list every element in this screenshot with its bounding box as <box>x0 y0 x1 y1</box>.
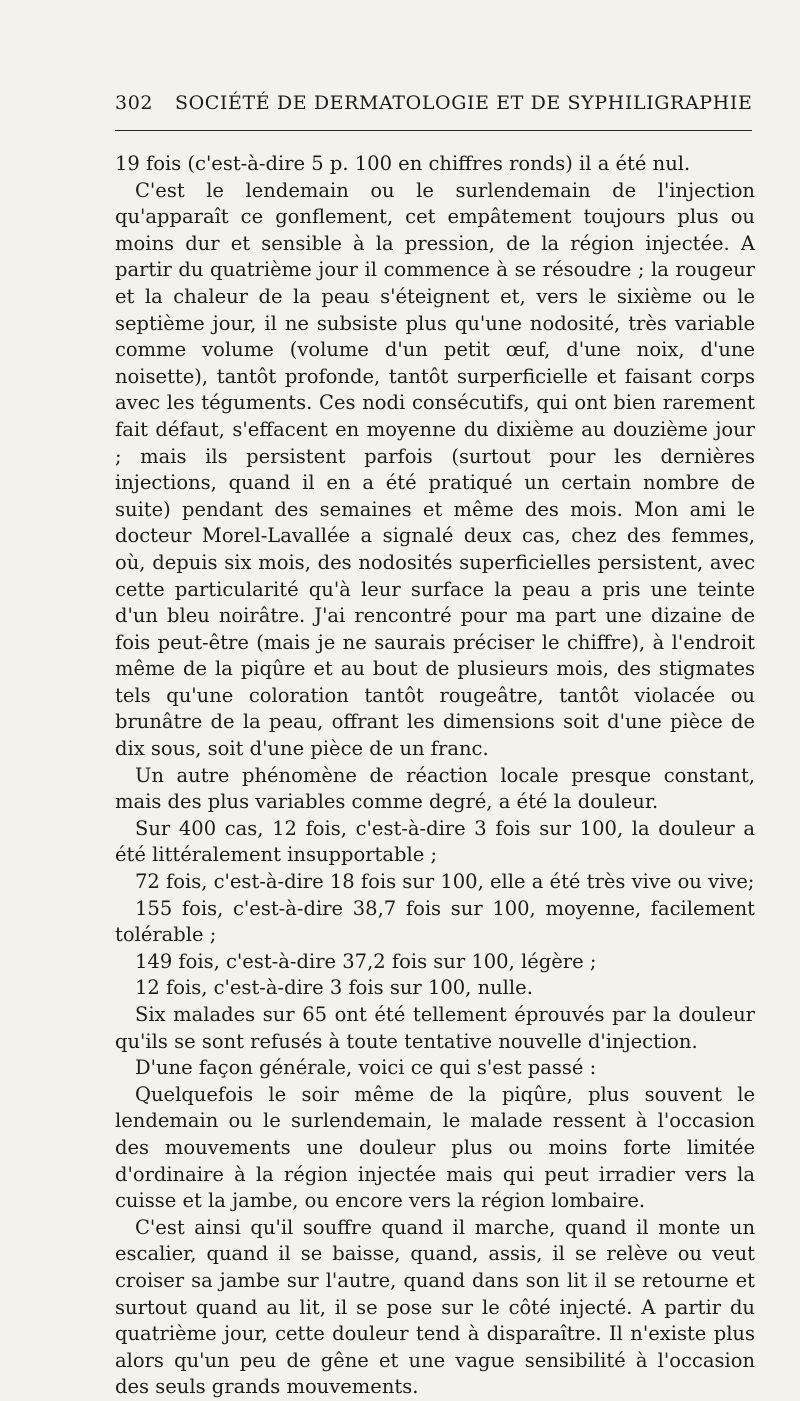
paragraph: Quelquefois le soir même de la piqûre, plus souvent le lendemain ou le surlendemain, le malade ressent à l'occasion des mouvements une douleur plus ou moins forte limitée d'ordinaire à la région injectée mais qui peut irradier vers la cuisse et la jambe, ou encore vers la région lombaire. <box>115 1082 755 1213</box>
paragraph: Six malades sur 65 ont été tellement éprouvés par la douleur qu'ils se sont refusés à toute tentative nouvelle d'injection. <box>115 1003 755 1053</box>
running-header <box>115 92 755 114</box>
paragraph: 149 fois, c'est-à-dire 37,2 fois sur 100, légère ; <box>135 949 597 973</box>
header-rule <box>115 130 752 131</box>
paragraph: Sur 400 cas, 12 fois, c'est-à-dire 3 fois sur 100, la douleur a été littéralement insupportable ; <box>115 816 755 867</box>
body-text <box>115 151 755 1401</box>
paragraph: 19 fois (c'est-à-dire 5 p. 100 en chiffres ronds) il a été nul. <box>115 152 691 175</box>
paragraph: C'est ainsi qu'il souffre quand il marche, quand il monte un escalier, quand il se baisse, quand, assis, il se relève ou veut croiser sa jambe sur l'autre, quand dans son lit il se retourne et surtout quand au lit, il se pose sur le côté injecté. A partir du quatrième jour, cette douleur tend à disparaître. Il n'existe plus alors qu'un peu de gêne et une vague sensibilité à l'occasion des seuls grands mouvements. <box>115 1215 755 1399</box>
paragraph: 155 fois, c'est-à-dire 38,7 fois sur 100, moyenne, facilement tolérable ; <box>115 896 755 947</box>
page-number: 302 <box>115 92 154 114</box>
paragraph: 12 fois, c'est-à-dire 3 fois sur 100, nulle. <box>135 976 533 1000</box>
paragraph: C'est le lendemain ou le surlendemain de l'injection qu'apparaît ce gonflement, cet empâtement toujours plus ou moins dur et sensible à la pression, de la région injectée. A partir du quatrième jour il commence à se résoudre ; la rougeur et la chaleur de la peau s'éteignent et, vers le sixième ou le septième jour, il ne subsiste plus qu'une nodosité, très variable comme volume (volume d'un petit œuf, d'une noix, d'une noisette), tantôt profonde, tantôt surperficielle et faisant corps avec les téguments. Ces nodi consécutifs, qui ont bien rarement fait défaut, s'effacent en moyenne du dixième au douzième jour ; mais ils persistent parfois (surtout pour les dernières injections, quand il en a été pratiqué un certain nombre de suite) pendant des semaines et même des mois. Mon ami le docteur Morel-Lavallée a signalé deux cas, chez des femmes, où, depuis six mois, des nodosités superficielles persistent, avec cette particularité qu'à leur surface la peau a pris une teinte d'un bleu noirâtre. J'ai rencontré pour ma part une dizaine de fois peut-être (mais je ne saurais préciser le chiffre), à l'endroit même de la piqûre et au bout de plusieurs mois, des stigmates tels qu'une coloration tantôt rougeâtre, tantôt violacée ou brunâtre de la peau, offrant les dimensions soit d'une pièce de dix sous, soit d'une pièce de un franc. <box>115 178 755 761</box>
paragraph: 72 fois, c'est-à-dire 18 fois sur 100, elle a été très vive ou vive; <box>135 870 755 894</box>
running-title: SOCIÉTÉ DE DERMATOLOGIE ET DE SYPHILIGRAPHIE <box>175 92 753 114</box>
paragraph: Un autre phénomène de réaction locale presque constant, mais des plus variables comme degré, a été la douleur. <box>115 763 755 814</box>
paragraph: D'une façon générale, voici ce qui s'est passé : <box>135 1056 597 1080</box>
